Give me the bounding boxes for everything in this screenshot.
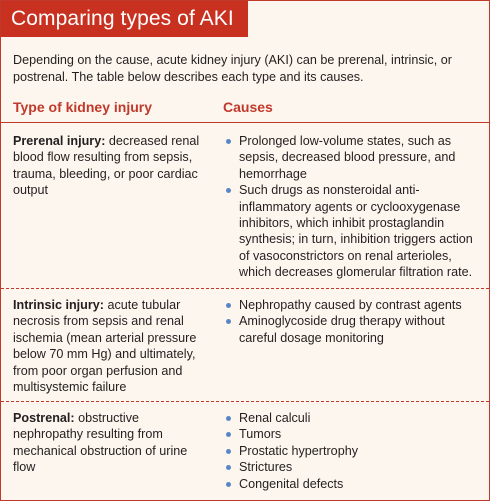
list-item: Prostatic hypertrophy	[223, 443, 485, 459]
row-intrinsic-label: Intrinsic injury:	[13, 298, 104, 312]
row-postrenal-type	[13, 410, 209, 476]
row-postrenal-label: Postrenal:	[13, 411, 75, 425]
list-item: Prolonged low-volume states, such as sepsis, decreased blood pressure, and hemorrhage	[223, 133, 485, 182]
column-header-causes: Causes	[223, 99, 273, 115]
list-item: Congenital defects	[223, 476, 485, 492]
list-item: Tumors	[223, 426, 485, 442]
list-item: Nephropathy caused by contrast agents	[223, 297, 485, 313]
bullet-icon	[226, 482, 231, 487]
box-title: Comparing types of AKI	[1, 1, 248, 37]
row-divider	[1, 401, 489, 402]
bullet-icon	[226, 319, 231, 324]
row-intrinsic-causes	[223, 297, 485, 346]
bullet-icon	[226, 432, 231, 437]
bullet-icon	[226, 449, 231, 454]
bullet-icon	[226, 303, 231, 308]
row-prerenal-causes	[223, 133, 485, 281]
header-divider	[1, 122, 489, 123]
bullet-icon	[226, 416, 231, 421]
bullet-icon	[226, 139, 231, 144]
list-item: Strictures	[223, 459, 485, 475]
list-item: Aminoglycoside drug therapy without careful dosage monitoring	[223, 313, 485, 346]
row-intrinsic-desc: acute tubular necrosis from sepsis and renal ischemia (mean arterial pressure below 70 mm Hg) and ultimately, from poor organ perfusion and multisystemic failure	[13, 298, 197, 395]
row-prerenal-label: Prerenal injury:	[13, 134, 106, 148]
row-intrinsic-type	[13, 297, 209, 395]
bullet-icon	[226, 465, 231, 470]
row-prerenal-type	[13, 133, 209, 199]
row-postrenal-causes	[223, 410, 485, 492]
list-item: Such drugs as nonsteroidal anti-inflammatory agents or cyclooxygenase inhibitors, which inhibit prostaglandin synthesis; in turn, inhibition triggers action of vasoconstrictors on renal arterioles, which decreases glomerular filtration rate.	[223, 182, 485, 280]
intro-text: Depending on the cause, acute kidney injury (AKI) can be prerenal, intrinsic, or postrenal. The table below describes each type and its causes.	[13, 53, 452, 84]
row-divider	[1, 288, 489, 289]
row-postrenal-desc: obstructive nephropathy resulting from mechanical obstruction of urine flow	[13, 411, 188, 475]
column-header-type: Type of kidney injury	[13, 99, 152, 115]
bullet-icon	[226, 188, 231, 193]
list-item: Renal calculi	[223, 410, 485, 426]
row-prerenal-desc: decreased renal blood flow resulting from sepsis, trauma, bleeding, or poor cardiac output	[13, 134, 200, 198]
